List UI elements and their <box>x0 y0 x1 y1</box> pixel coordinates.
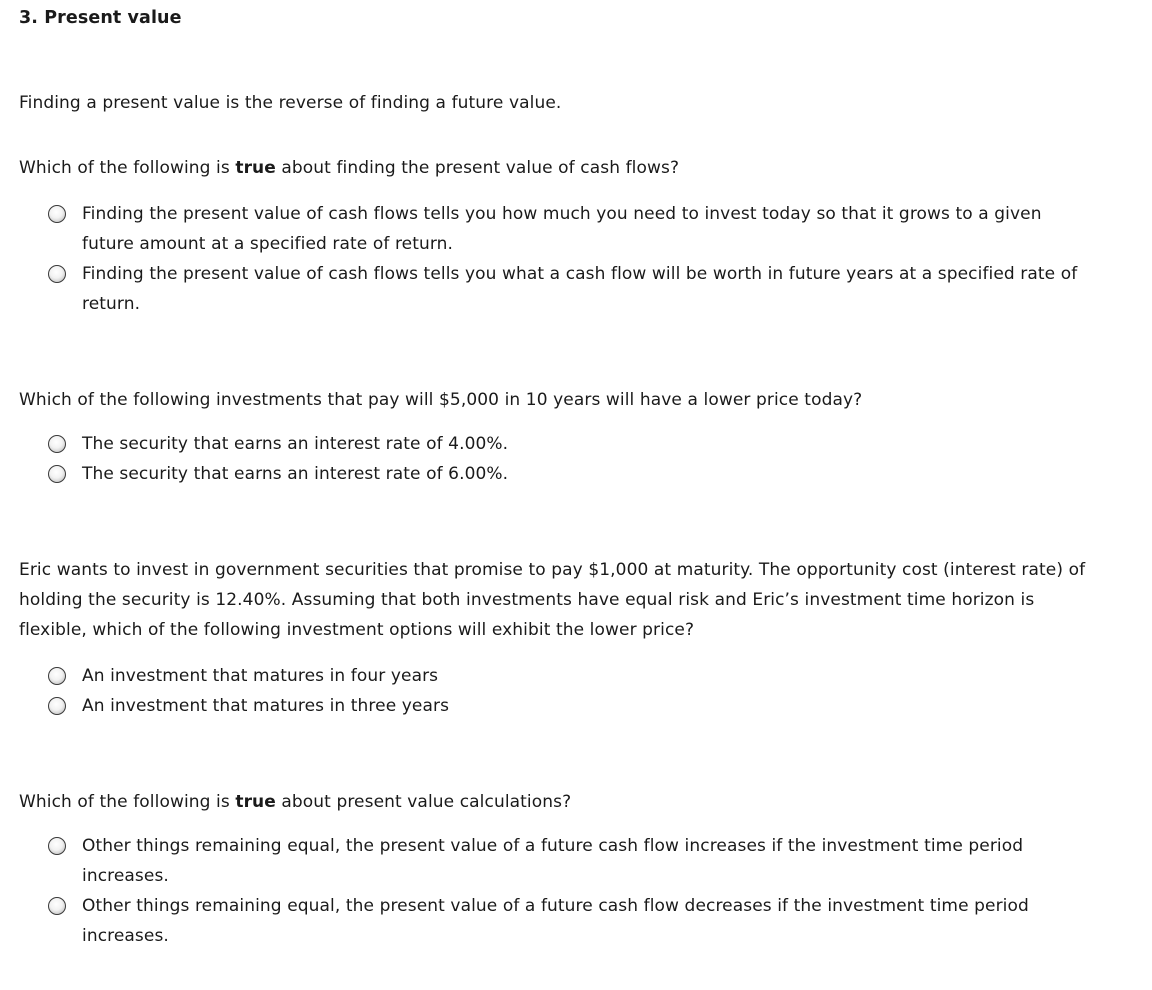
question-3-option-1[interactable] <box>19 661 1089 691</box>
radio-button-icon[interactable] <box>48 205 66 223</box>
question-1-prompt <box>19 153 1089 183</box>
option-label: Finding the present value of cash flows tells you how much you need to invest today so that it grows to a given future amount at a specified rate of return. <box>82 204 1042 254</box>
option-label: The security that earns an interest rate of 4.00%. <box>82 434 509 454</box>
question-3 <box>19 555 1089 721</box>
question-4-prompt-start: Which of the following is <box>19 792 236 812</box>
option-label: Other things remaining equal, the present value of a future cash flow increases if the investment time period increases. <box>82 836 1024 886</box>
question-3-options <box>19 661 1089 721</box>
intro-text: Finding a present value is the reverse of finding a future value. <box>19 93 562 113</box>
question-1-option-1[interactable] <box>19 199 1089 259</box>
question-3-option-2[interactable] <box>19 691 1089 721</box>
question-4-prompt-emphasis: true <box>235 792 276 812</box>
question-1-option-2[interactable] <box>19 259 1089 319</box>
question-3-prompt <box>19 555 1089 645</box>
question-1 <box>19 153 1089 319</box>
question-1-prompt-start: Which of the following is <box>19 158 236 178</box>
question-1-options <box>19 199 1089 319</box>
question-2-options <box>19 429 1089 489</box>
question-4 <box>19 787 1089 951</box>
question-3-prompt-start: Eric wants to invest in government securities that promise to pay $1,000 at maturity. The opportunity cost (interest rate) of holding the security is 12.40%. Assuming that both investments have equal risk and Eric’s investment time horizon is flexible, which of the following investment options will exhibit the lower price? <box>19 560 1086 640</box>
question-4-option-2[interactable] <box>19 891 1089 951</box>
radio-button-icon[interactable] <box>48 435 66 453</box>
question-4-option-1[interactable] <box>19 831 1089 891</box>
question-2-prompt-start: Which of the following investments that pay will $5,000 in 10 years will have a lower price today? <box>19 390 863 410</box>
radio-button-icon[interactable] <box>48 465 66 483</box>
section-title: 3. Present value <box>19 8 182 28</box>
option-label: An investment that matures in three years <box>82 696 450 716</box>
radio-button-icon[interactable] <box>48 667 66 685</box>
question-4-prompt-end: about present value calculations? <box>275 792 572 812</box>
option-label: Finding the present value of cash flows tells you what a cash flow will be worth in future years at a specified rate of return. <box>82 264 1078 314</box>
question-4-options <box>19 831 1089 951</box>
question-4-prompt <box>19 787 1089 817</box>
option-label: Other things remaining equal, the present value of a future cash flow decreases if the investment time period increases. <box>82 896 1029 946</box>
option-label: The security that earns an interest rate of 6.00%. <box>82 464 509 484</box>
question-1-prompt-end: about finding the present value of cash flows? <box>275 158 680 178</box>
question-2-option-1[interactable] <box>19 429 1089 459</box>
radio-button-icon[interactable] <box>48 897 66 915</box>
question-2-prompt <box>19 385 1089 415</box>
radio-button-icon[interactable] <box>48 697 66 715</box>
radio-button-icon[interactable] <box>48 265 66 283</box>
question-2-option-2[interactable] <box>19 459 1089 489</box>
option-label: An investment that matures in four years <box>82 666 439 686</box>
question-2 <box>19 385 1089 489</box>
question-1-prompt-emphasis: true <box>235 158 276 178</box>
radio-button-icon[interactable] <box>48 837 66 855</box>
